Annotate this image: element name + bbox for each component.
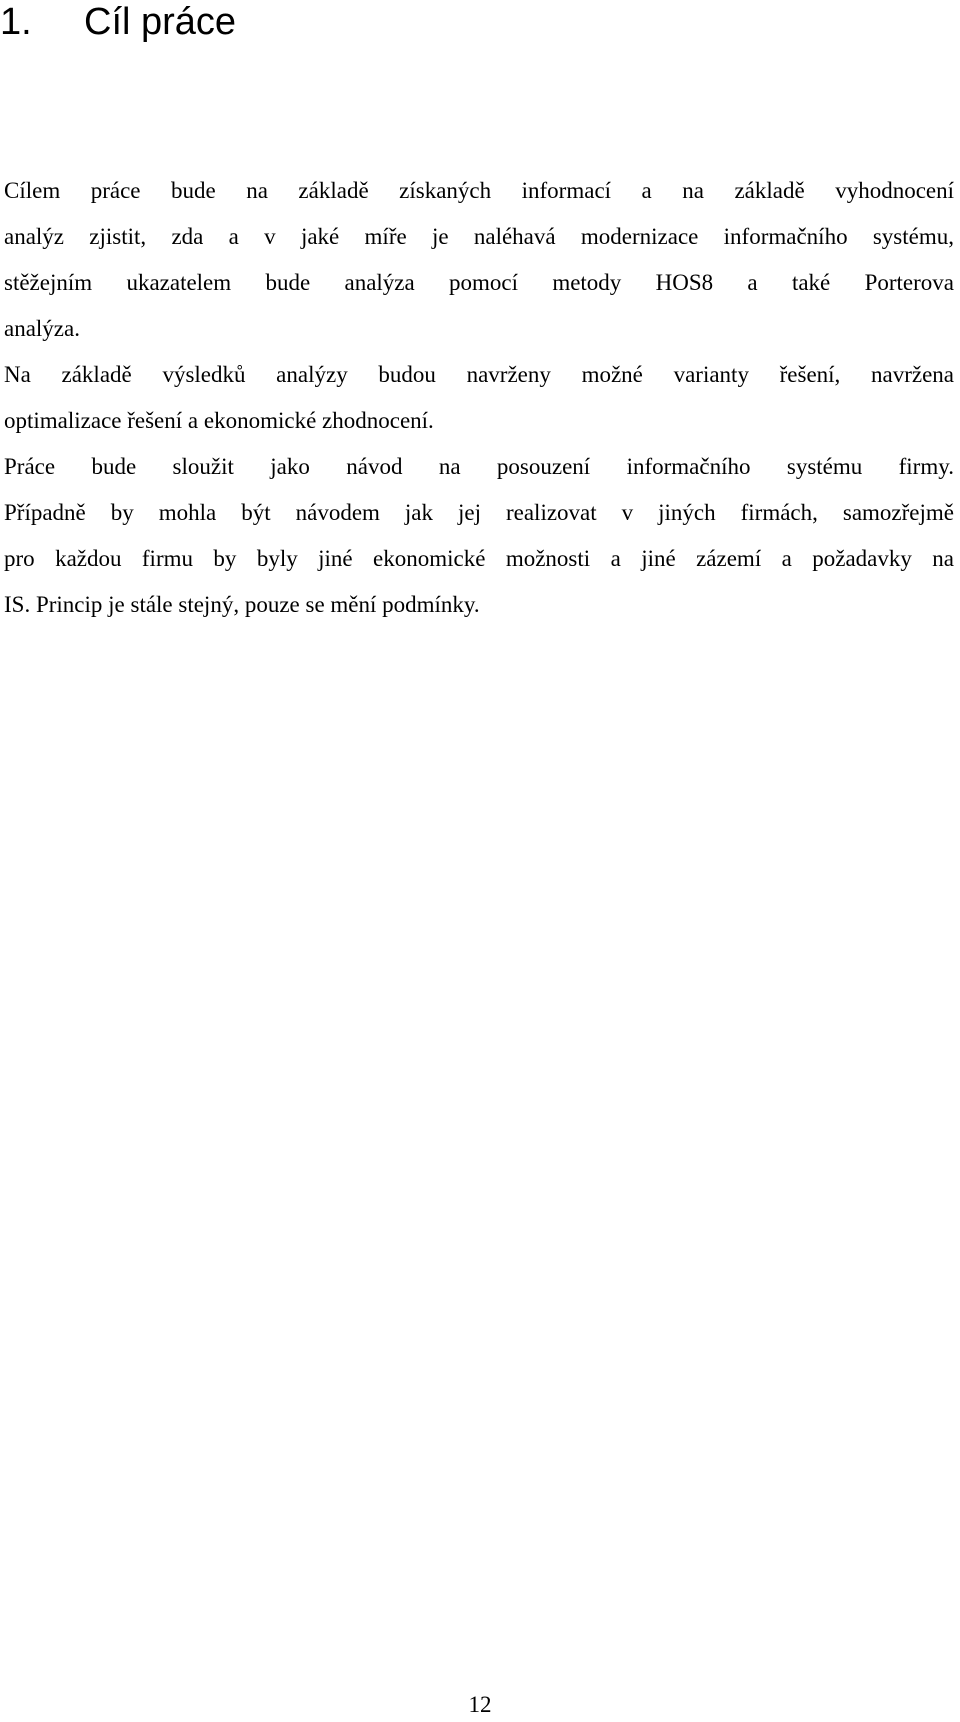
paragraph-line: Na základě výsledků analýzy budou navrženy možné varianty řešení, navržena — [4, 362, 954, 387]
paragraph-line: IS. Princip je stále stejný, pouze se mění podmínky. — [4, 592, 480, 617]
paragraph-line: analýz zjistit, zda a v jaké míře je naléhavá modernizace informačního systému, — [4, 224, 954, 249]
paragraph-line: stěžejním ukazatelem bude analýza pomocí metody HOS8 a také Porterova — [4, 270, 954, 295]
paragraph-line: Cílem práce bude na základě získaných informací a na základě vyhodnocení — [4, 178, 954, 203]
chapter-heading — [0, 0, 236, 48]
paragraph-line: Práce bude sloužit jako návod na posouzení informačního systému firmy. — [4, 454, 954, 479]
paragraph-results — [4, 352, 954, 444]
paragraph-line: pro každou firmu by byly jiné ekonomické možnosti a jiné zázemí a požadavky na — [4, 546, 954, 571]
paragraph-line: optimalizace řešení a ekonomické zhodnocení. — [4, 408, 434, 433]
paragraph-line: analýza. — [4, 316, 80, 341]
page-number: 12 — [468, 1692, 492, 1717]
chapter-title: Cíl práce — [84, 1, 237, 43]
paragraph-goal — [4, 168, 954, 352]
chapter-number: 1. — [0, 1, 32, 43]
paragraph-usage — [4, 444, 954, 628]
paragraph-line: Případně by mohla být návodem jak jej realizovat v jiných firmách, samozřejmě — [4, 500, 954, 525]
